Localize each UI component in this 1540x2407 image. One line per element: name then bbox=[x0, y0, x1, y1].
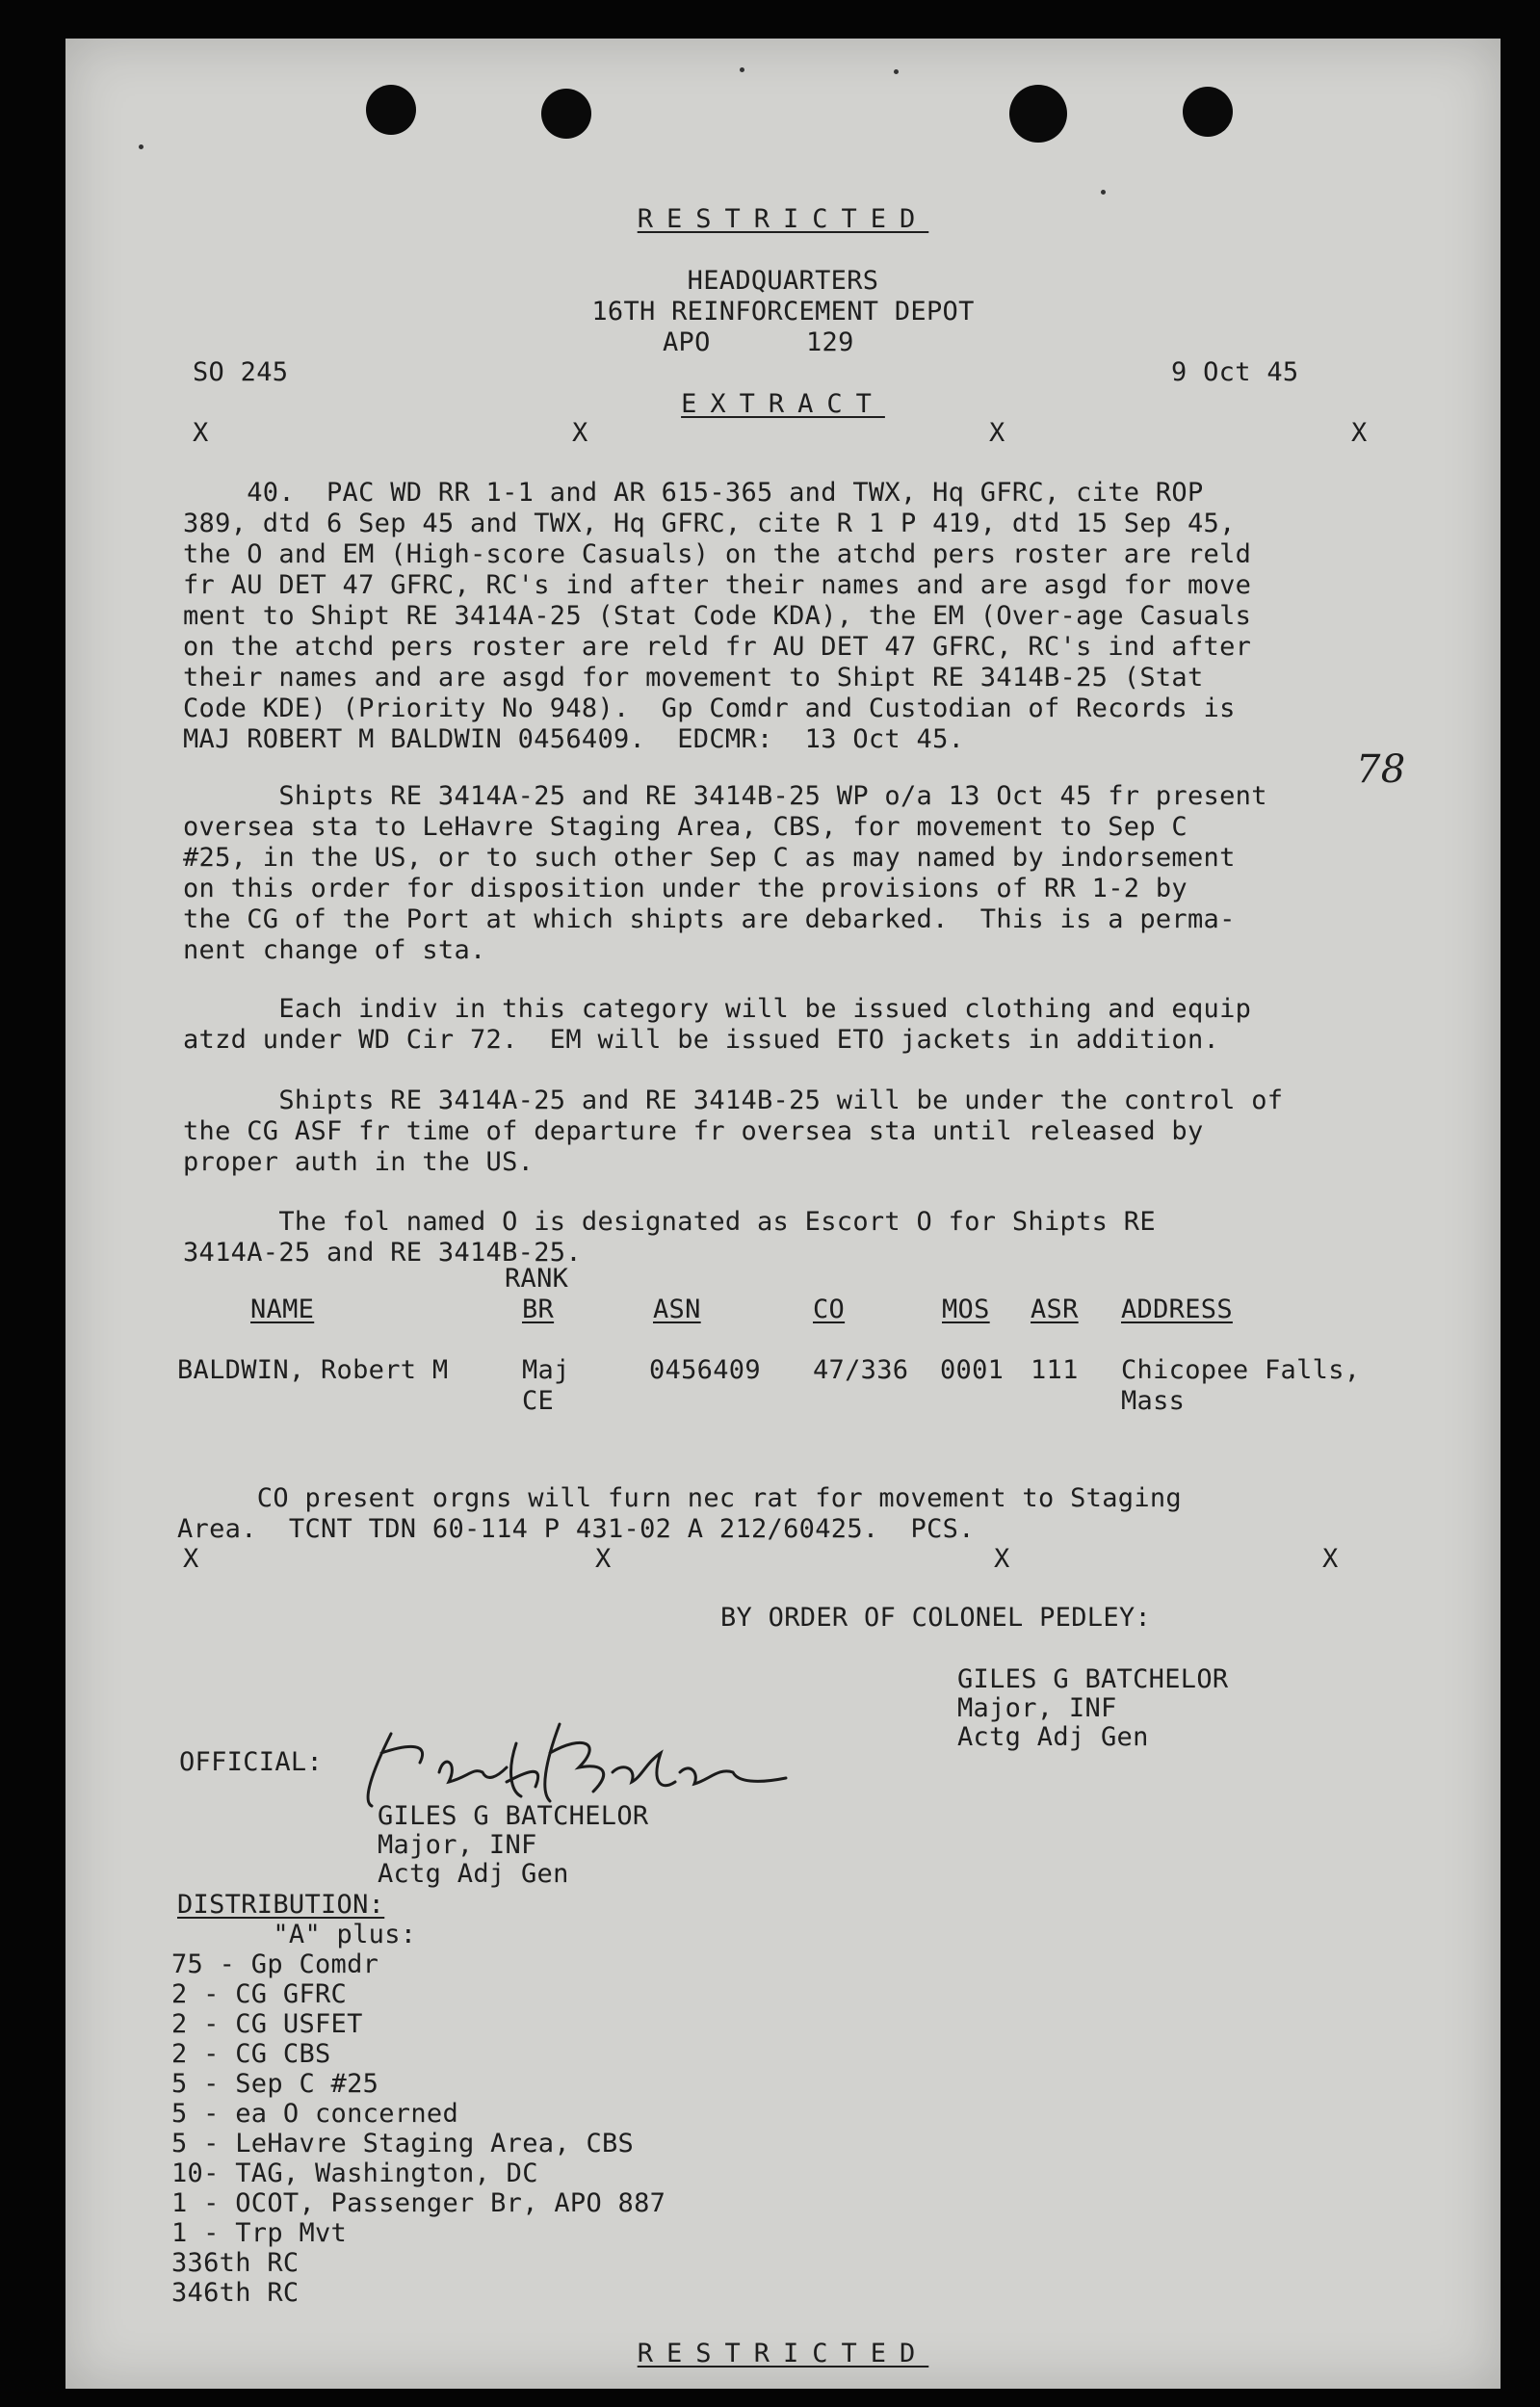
closing-line-1: CO present orgns will furn nec rat for movement to Staging bbox=[177, 1483, 1182, 1513]
list-item: 5 - Sep C #25 bbox=[171, 2069, 379, 2099]
list-item: 346th RC bbox=[171, 2278, 300, 2308]
speck bbox=[740, 67, 744, 72]
list-item: 2 - CG GFRC bbox=[171, 1979, 348, 2009]
signer-rank: Major, INF bbox=[957, 1693, 1117, 1723]
official-signer-name: GILES G BATCHELOR bbox=[378, 1801, 649, 1831]
handwritten-signature bbox=[352, 1714, 796, 1811]
text-line: on this order for disposition under the provisions of RR 1-2 by bbox=[183, 874, 1188, 903]
official-signer-rank: Major, INF bbox=[378, 1830, 537, 1860]
signer-name: GILES G BATCHELOR bbox=[957, 1664, 1229, 1694]
text-line: 389, dtd 6 Sep 45 and TWX, Hq GFRC, cite R 1 P 419, dtd 15 Sep 45, bbox=[183, 509, 1236, 538]
cell-co: 47/336 bbox=[813, 1355, 909, 1385]
text-line: proper auth in the US. bbox=[183, 1147, 535, 1177]
header-asn: ASN bbox=[653, 1295, 701, 1324]
text-line: oversea sta to LeHavre Staging Area, CBS, for movement to Sep C bbox=[183, 812, 1188, 842]
x-mark: X bbox=[595, 1544, 612, 1574]
cell-name: BALDWIN, Robert M bbox=[177, 1355, 449, 1385]
text-line: MAJ ROBERT M BALDWIN 0456409. EDCMR: 13 Oct 45. bbox=[183, 724, 965, 754]
list-item: 5 - LeHavre Staging Area, CBS bbox=[171, 2129, 635, 2158]
cell-asn: 0456409 bbox=[649, 1355, 761, 1385]
text-line: #25, in the US, or to such other Sep C as may named by indorsement bbox=[183, 843, 1236, 873]
list-item: 5 - ea O concerned bbox=[171, 2099, 458, 2129]
list-item: 2 - CG USFET bbox=[171, 2009, 363, 2039]
text-line: Each indiv in this category will be issued clothing and equip bbox=[183, 994, 1252, 1024]
text-line: 40. PAC WD RR 1-1 and AR 615-365 and TWX, Hq GFRC, cite ROP bbox=[183, 478, 1204, 508]
text-line: Shipts RE 3414A-25 and RE 3414B-25 will be under the control of bbox=[183, 1086, 1284, 1115]
extract-heading: EXTRACT bbox=[681, 389, 885, 419]
list-item: 2 - CG CBS bbox=[171, 2039, 331, 2069]
list-item: 336th RC bbox=[171, 2248, 300, 2278]
unit-line-1: HEADQUARTERS bbox=[687, 266, 879, 296]
signer-title: Actg Adj Gen bbox=[957, 1722, 1149, 1752]
cell-branch: CE bbox=[522, 1386, 555, 1416]
text-line: their names and are asgd for movement to Shipt RE 3414B-25 (Stat bbox=[183, 663, 1204, 693]
order-date: 9 Oct 45 bbox=[1171, 357, 1299, 387]
punch-hole-3 bbox=[1009, 85, 1067, 143]
text-line: the CG of the Port at which shipts are debarked. This is a perma- bbox=[183, 904, 1236, 934]
order-number: SO 245 bbox=[193, 357, 289, 387]
cell-address-2: Mass bbox=[1121, 1386, 1186, 1416]
text-line: ment to Shipt RE 3414A-25 (Stat Code KDA), the EM (Over-age Casuals bbox=[183, 601, 1252, 631]
x-mark: X bbox=[1351, 418, 1368, 448]
text-line: 3414A-25 and RE 3414B-25. bbox=[183, 1238, 582, 1268]
x-mark: X bbox=[183, 1544, 199, 1574]
text-line: the O and EM (High-score Casuals) on the atchd pers roster are reld bbox=[183, 539, 1252, 569]
unit-line-3: APO 129 bbox=[663, 327, 854, 357]
punch-hole-4 bbox=[1183, 87, 1233, 137]
text-line: The fol named O is designated as Escort O for Shipts RE bbox=[183, 1207, 1156, 1237]
text-line: Shipts RE 3414A-25 and RE 3414B-25 WP o/a 13 Oct 45 fr present bbox=[183, 781, 1267, 811]
list-item: 1 - Trp Mvt bbox=[171, 2218, 348, 2248]
x-mark: X bbox=[989, 418, 1005, 448]
official-label: OFFICIAL: bbox=[179, 1747, 323, 1777]
x-mark: X bbox=[994, 1544, 1010, 1574]
classification-footer: RESTRICTED bbox=[637, 2339, 929, 2368]
header-name: NAME bbox=[250, 1295, 315, 1324]
list-item: 1 - OCOT, Passenger Br, APO 887 bbox=[171, 2188, 666, 2218]
text-line: fr AU DET 47 GFRC, RC's ind after their names and are asgd for move bbox=[183, 570, 1252, 600]
header-rank: BR bbox=[522, 1295, 555, 1324]
cell-mos: 0001 bbox=[940, 1355, 1005, 1385]
cell-asr: 111 bbox=[1031, 1355, 1079, 1385]
x-mark: X bbox=[193, 418, 209, 448]
text-line: Code KDE) (Priority No 948). Gp Comdr and Custodian of Records is bbox=[183, 693, 1236, 723]
classification-header: RESTRICTED bbox=[637, 204, 929, 234]
punch-hole-1 bbox=[366, 85, 416, 135]
list-item: 10- TAG, Washington, DC bbox=[171, 2158, 538, 2188]
punch-hole-2 bbox=[541, 89, 591, 139]
list-item: 75 - Gp Comdr bbox=[171, 1949, 379, 1979]
text-line: on the atchd pers roster are reld fr AU DET 47 GFRC, RC's ind after bbox=[183, 632, 1252, 662]
text-line: atzd under WD Cir 72. EM will be issued ETO jackets in addition. bbox=[183, 1025, 1220, 1055]
document-page bbox=[65, 39, 1501, 2389]
by-order-line: BY ORDER OF COLONEL PEDLEY: bbox=[720, 1603, 1151, 1633]
margin-page-note: 78 bbox=[1356, 747, 1406, 792]
official-signer-title: Actg Adj Gen bbox=[378, 1859, 569, 1889]
list-item: "A" plus: bbox=[177, 1920, 417, 1949]
text-line: nent change of sta. bbox=[183, 935, 486, 965]
speck bbox=[1101, 190, 1106, 195]
distribution-label: DISTRIBUTION: bbox=[177, 1890, 385, 1920]
x-mark: X bbox=[1322, 1544, 1339, 1574]
cell-address: Chicopee Falls, bbox=[1121, 1355, 1361, 1385]
header-rank-top: RANK bbox=[505, 1264, 569, 1294]
header-co: CO bbox=[813, 1295, 846, 1324]
header-asr: ASR bbox=[1031, 1295, 1079, 1324]
header-mos: MOS bbox=[942, 1295, 990, 1324]
x-mark: X bbox=[572, 418, 588, 448]
header-address: ADDRESS bbox=[1121, 1295, 1233, 1324]
speck bbox=[894, 69, 899, 74]
closing-line-2: Area. TCNT TDN 60-114 P 431-02 A 212/60425. PCS. bbox=[177, 1514, 975, 1544]
cell-rank: Maj bbox=[522, 1355, 570, 1385]
speck bbox=[139, 144, 144, 149]
text-line: the CG ASF fr time of departure fr oversea sta until released by bbox=[183, 1116, 1204, 1146]
unit-line-2: 16TH REINFORCEMENT DEPOT bbox=[591, 297, 975, 327]
